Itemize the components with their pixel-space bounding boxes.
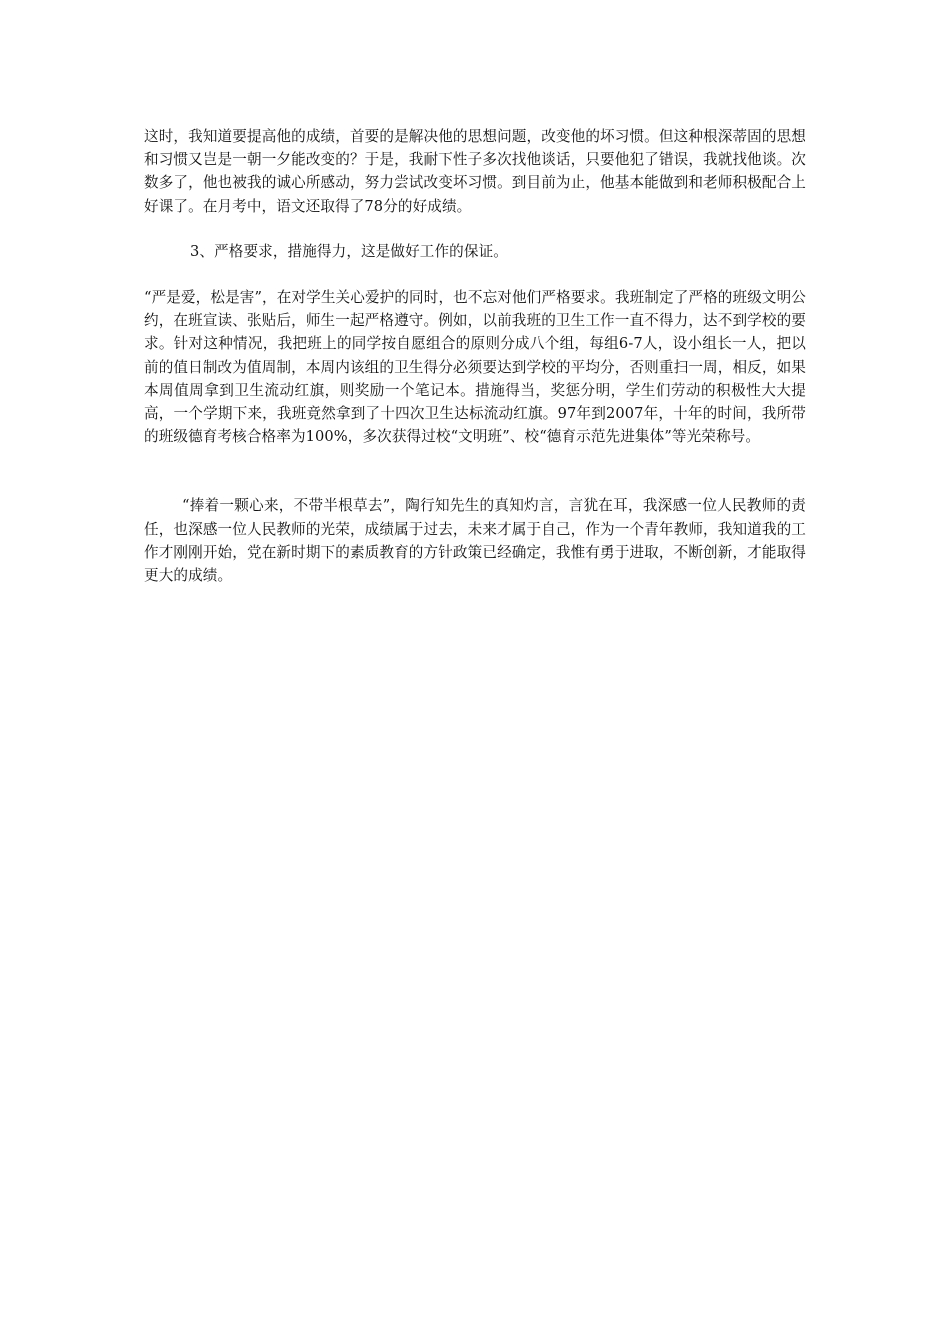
- paragraph-habit-change: 这时，我知道要提高他的成绩，首要的是解决他的思想问题，改变他的坏习惯。但这种根深蒂固的思想和习惯又岂是一朝一夕能改变的？于是，我耐下性子多次找他谈话，只要他犯了错误，我就找他谈。次数多了，他也被我的诚心所感动，努力尝试改变坏习惯。到目前为止，他基本能做到和老师积极配合上好课了。在月考中，语文还取得了78分的好成绩。: [144, 128, 806, 215]
- paragraph-class-rules: “严是爱，松是害”，在对学生关心爱护的同时，也不忘对他们严格要求。我班制定了严格的班级文明公约，在班宣读、张贴后，师生一起严格遵守。例如，以前我班的卫生工作一直不得力，达不到学校的要求。针对这种情况，我把班上的同学按自愿组合的原则分成八个组，每组6-7人，设小组长一人，把以前的值日制改为值周制，本周内该组的卫生得分必须要达到学校的平均分，否则重扫一周，相反，如果本周值周拿到卫生流动红旗，则奖励一个笔记本。措施得当，奖惩分明，学生们劳动的积极性大大提高，一个学期下来，我班竟然拿到了十四次卫生达标流动红旗。97年到2007年，十年的时间，我所带的班级德育考核合格率为100%，多次获得过校“文明班”、校“德育示范先进集体”等光荣称号。: [144, 289, 806, 446]
- paragraph-conclusion: “捧着一颗心来，不带半根草去”，陶行知先生的真知灼言，言犹在耳，我深感一位人民教师的责任，也深感一位人民教师的光荣，成绩属于过去，未来才属于自己，作为一个青年教师，我知道我的工作才刚刚开始，党在新时期下的素质教育的方针政策已经确定，我惟有勇于进取，不断创新，才能取得更大的成绩。: [144, 497, 806, 585]
- document-body: [144, 120, 806, 587]
- section-heading-strict-requirements: 3、严格要求，措施得力，这是做好工作的保证。: [190, 242, 508, 260]
